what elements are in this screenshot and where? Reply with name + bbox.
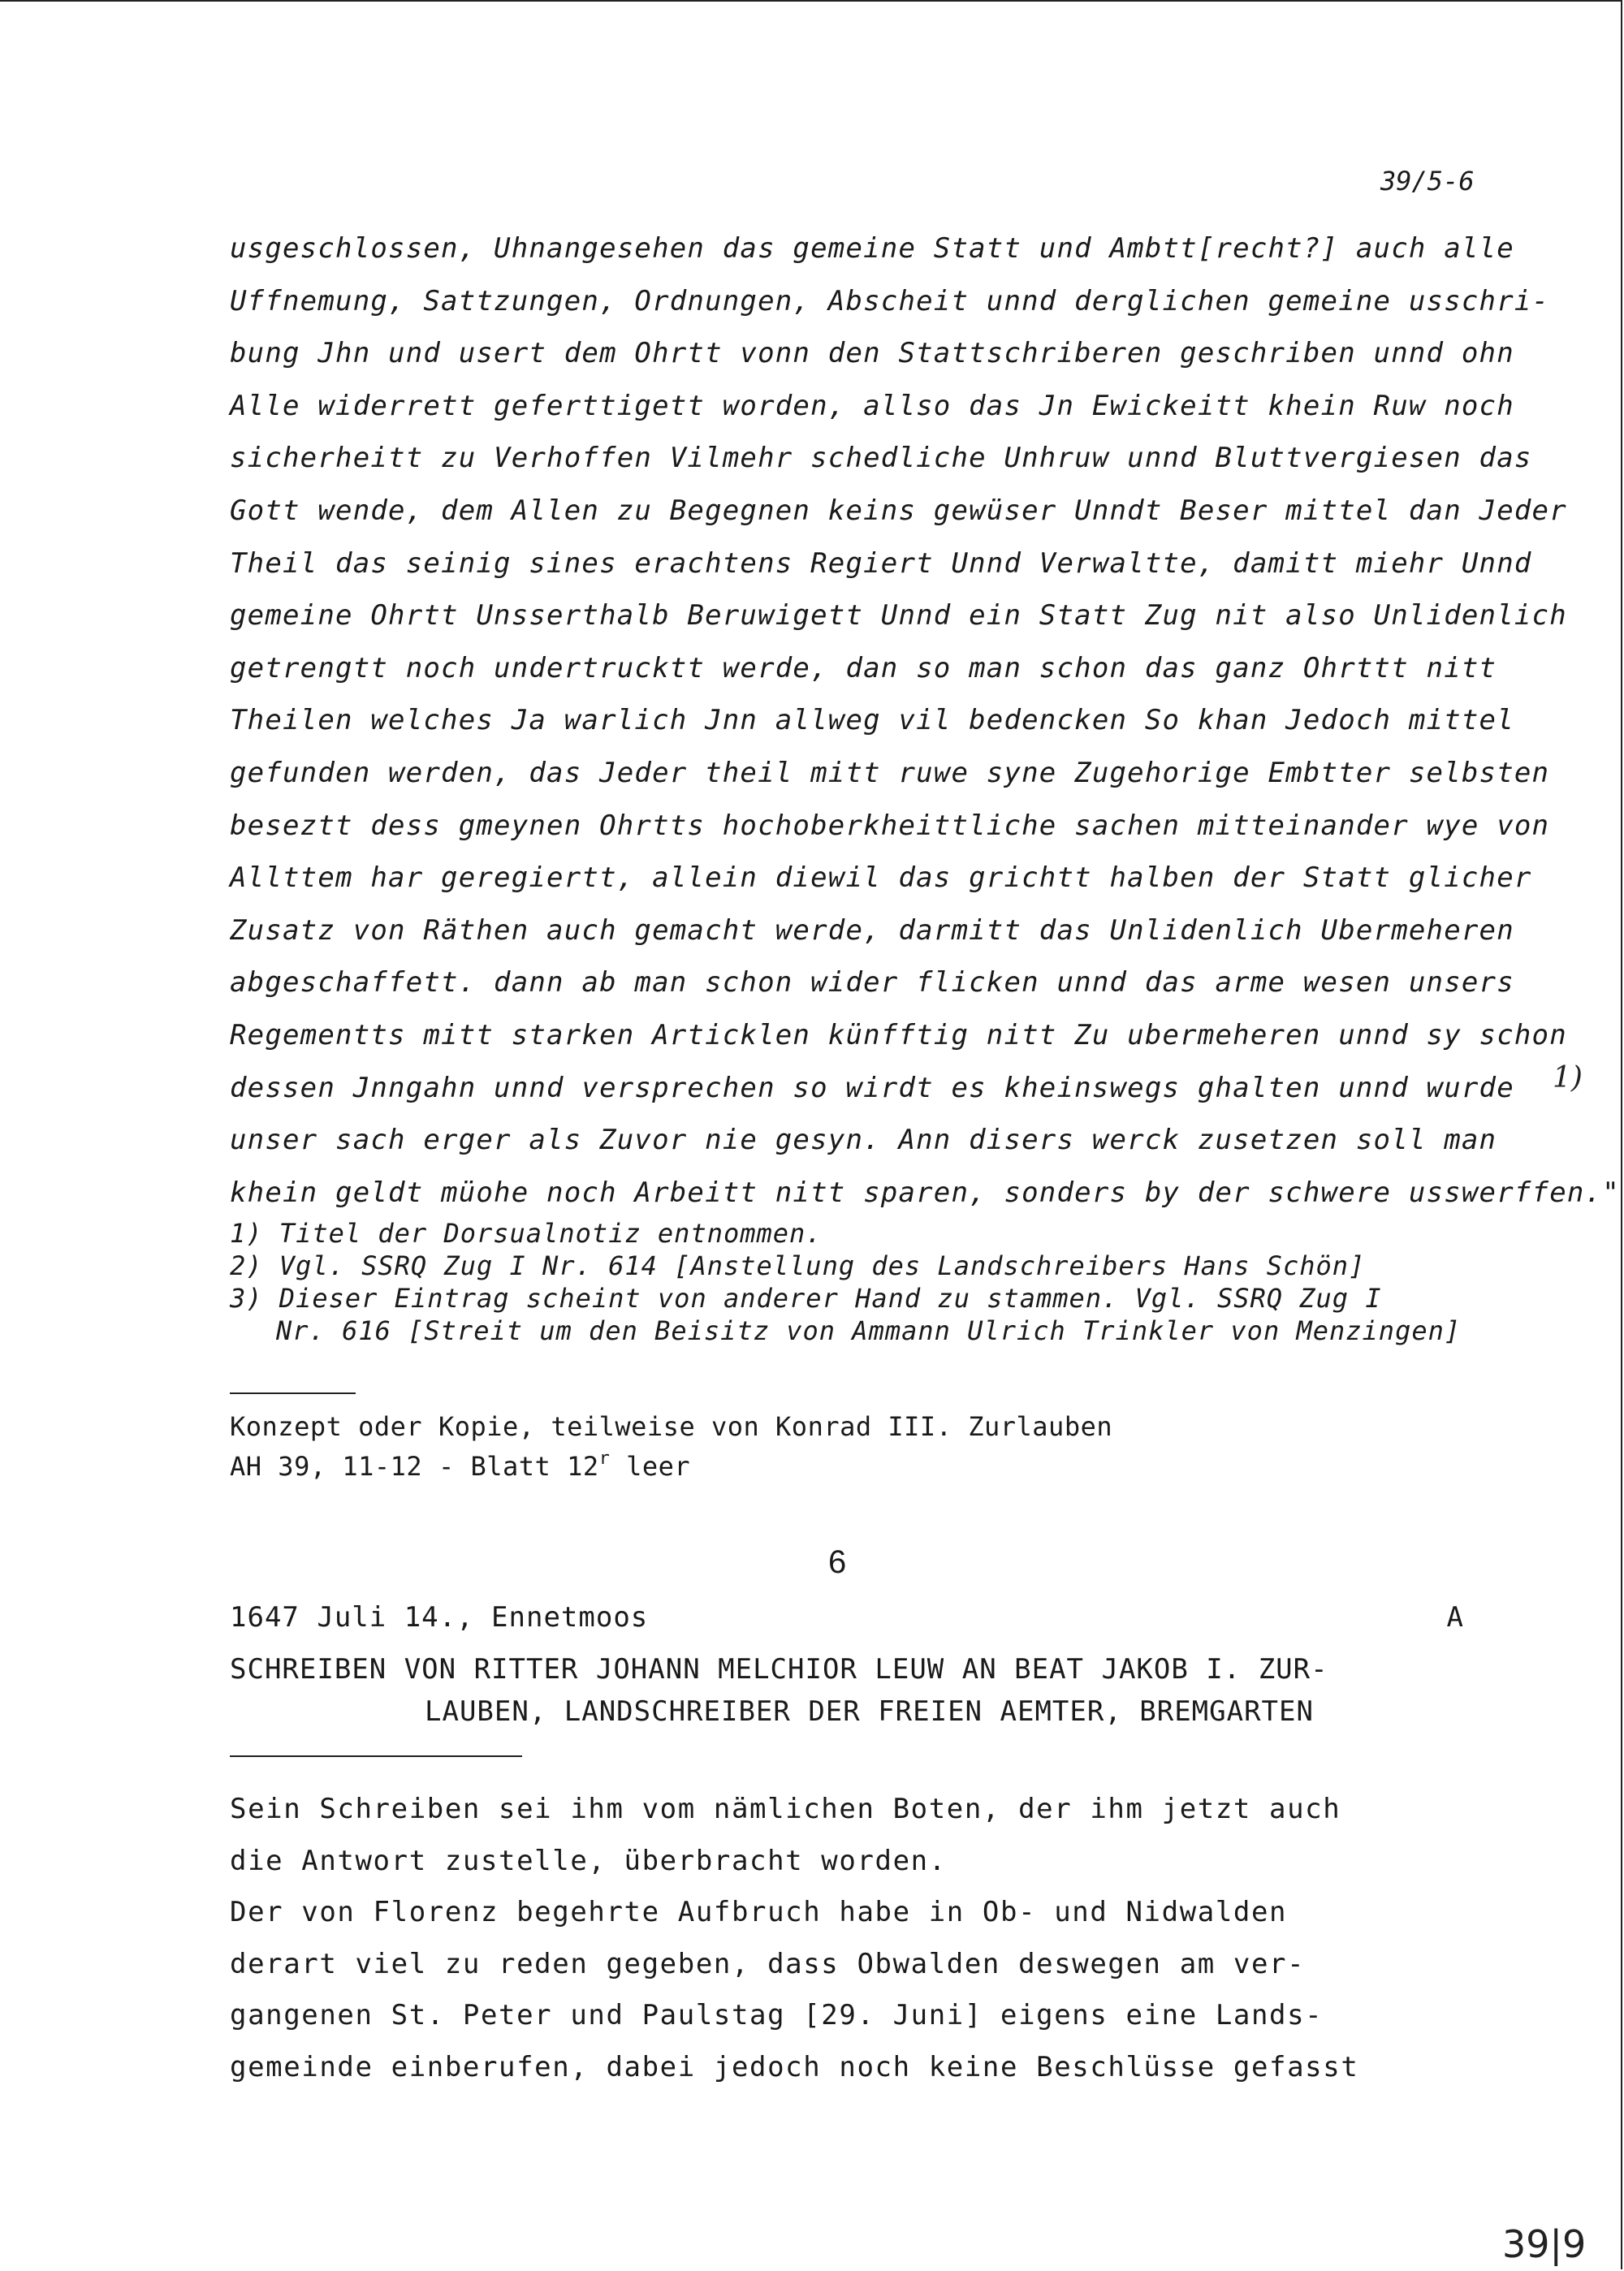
document-heading <box>230 1648 1328 1733</box>
body-line: gangenen St. Peter und Paulstag [29. Juni] eigens eine Lands- <box>230 1999 1324 2031</box>
quote-line: Theil das seinig sines erachtens Regiert Unnd Verwaltte, damitt miehr Unnd <box>230 546 1532 580</box>
date-place-line <box>230 1597 1464 1638</box>
source-note-line: Konzept oder Kopie, teilweise von Konrad III. Zurlauben <box>230 1411 1113 1442</box>
quote-line: bung Jhn und usert dem Ohrtt vonn den Stattschriberen geschriben unnd ohn <box>230 337 1514 370</box>
footnotes <box>230 1217 1529 1347</box>
body-line: Der von Florenz begehrte Aufbruch habe in Ob- und Nidwalden <box>230 1896 1288 1928</box>
quote-line: Theilen welches Ja warlich Jnn allweg vil bedencken So khan Jedoch mittel <box>230 704 1514 737</box>
source-note-line <box>230 1443 1112 1482</box>
body-line: die Antwort zustelle, überbracht worden. <box>230 1844 947 1877</box>
footnote: 1) Titel der Dorsualnotiz entnommen. <box>230 1218 823 1249</box>
divider-rule <box>230 1755 522 1757</box>
quote-line: sicherheitt zu Verhoffen Vilmehr schedliche Unhruw unnd Bluttvergiesen das <box>230 442 1532 475</box>
quote-text <box>230 222 1620 1219</box>
footnote: 3) Dieser Eintrag scheint von anderer Hand zu stammen. Vgl. SSRQ Zug I <box>230 1283 1382 1314</box>
quote-line: getrengtt noch undertrucktt werde, dan so man schon das ganz Ohrttt nitt <box>230 651 1497 684</box>
footnote: 2) Vgl. SSRQ Zug I Nr. 614 [Anstellung des Landschreibers Hans Schön] <box>230 1250 1366 1281</box>
footnote-continuation: Nr. 616 [Streit um den Beisitz von Ammann Ulrich Trinkler von Menzingen] <box>276 1315 1462 1346</box>
body-line: gemeinde einberufen, dabei jedoch noch keine Beschlüsse gefasst <box>230 2050 1359 2083</box>
handwritten-margin-mark: 1) <box>1553 1061 1583 1094</box>
quote-line: unser sach erger als Zuvor nie gesyn. Ann disers werck zusetzen soll man <box>230 1124 1497 1157</box>
quote-line: Allttem har geregiertt, allein diewil das grichtt halben der Statt glicher <box>230 861 1532 895</box>
quote-line: Uffnemung, Sattzungen, Ordnungen, Abscheit unnd derglichen gemeine usschri- <box>230 284 1550 317</box>
quote-line: gefunden werden, das Jeder theil mitt ruwe syne Zugehorige Embtter selbsten <box>230 756 1550 789</box>
body-line: derart viel zu reden gegeben, dass Obwalden deswegen am ver- <box>230 1947 1306 1980</box>
source-note <box>230 1410 1113 1482</box>
page-number: 39/5-6 <box>1380 166 1475 196</box>
body-text <box>230 1784 1358 2093</box>
quote-line: abgeschaffett. dann ab man schon wider flicken unnd das arme wesen unsers <box>230 966 1514 999</box>
quote-line: beseztt dess gmeynen Ohrtts hochoberkheittliche sachen mitteinander wye von <box>230 809 1550 842</box>
archive-stamp: 39|9 <box>1502 2222 1587 2266</box>
heading-line: SCHREIBEN VON RITTER JOHANN MELCHIOR LEUW AN BEAT JAKOB I. ZUR- <box>230 1653 1328 1686</box>
document-number: 6 <box>828 1544 847 1580</box>
quote-line: Alle widerrett geferttigett worden, allso das Jn Ewickeitt khein Ruw noch <box>230 389 1514 422</box>
date-place: 1647 Juli 14., Ennetmoos <box>230 1601 649 1634</box>
quote-line: Zusatz von Räthen auch gemacht werde, darmitt das Unlidenlich Ubermeheren <box>230 913 1514 947</box>
heading-line: LAUBEN, LANDSCHREIBER DER FREIEN AEMTER, BREMGARTEN <box>425 1695 1314 1728</box>
quote-line: gemeine Ohrtt Unsserthalb Beruwigett Unnd ein Statt Zug nit also Unlidenlich <box>230 599 1567 633</box>
source-note-suffix: leer <box>610 1451 691 1482</box>
body-line: Sein Schreiben sei ihm vom nämlichen Boten, der ihm jetzt auch <box>230 1793 1341 1825</box>
divider-rule <box>230 1392 356 1394</box>
source-note-prefix: AH 39, 11-12 - Blatt 12 <box>230 1451 599 1482</box>
quote-line: usgeschlossen, Uhnangesehen das gemeine Statt und Ambtt[recht?] auch alle <box>230 232 1514 265</box>
source-note-superscript: r <box>598 1449 611 1469</box>
quote-line: Gott wende, dem Allen zu Begegnen keins gewüser Unndt Beser mittel dan Jeder <box>230 494 1567 527</box>
quote-line: Regementts mitt starken Articklen künfftig nitt Zu ubermeheren unnd sy schon <box>230 1018 1567 1051</box>
document-type-letter: A <box>1446 1601 1464 1634</box>
quote-line: khein geldt müohe noch Arbeitt nitt sparen, sonders by der schwere usswerffen." <box>230 1176 1620 1209</box>
quote-line: dessen Jnngahn unnd versprechen so wirdt es kheinswegs ghalten unnd wurde <box>230 1071 1514 1104</box>
